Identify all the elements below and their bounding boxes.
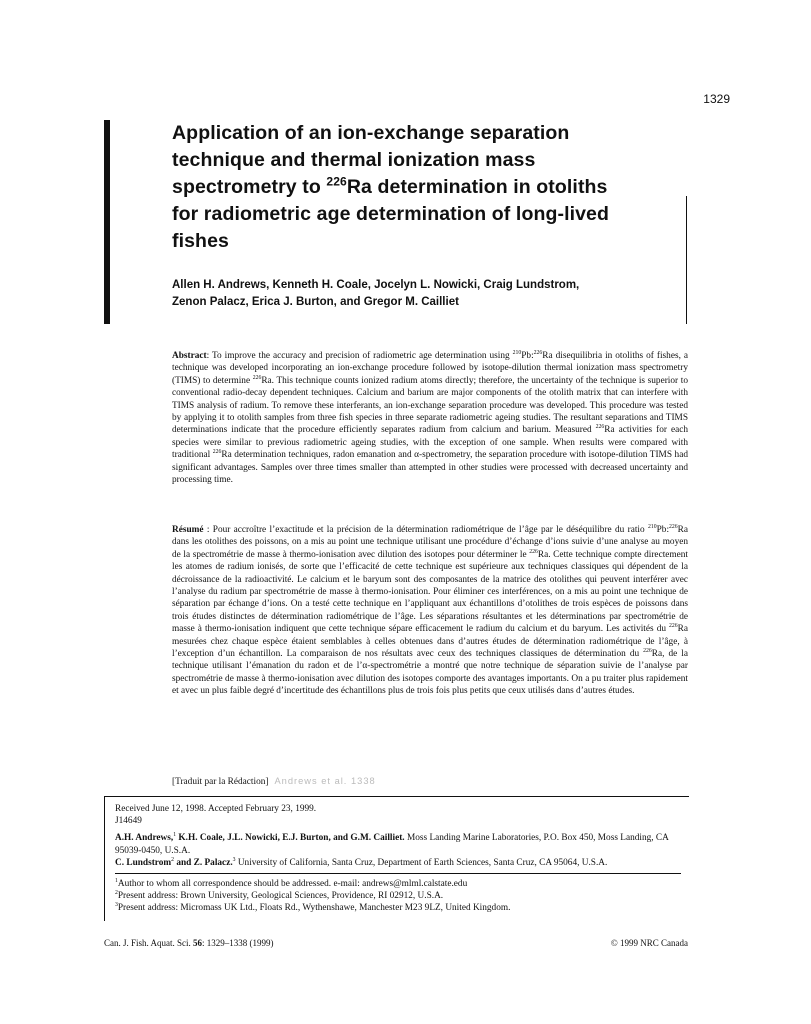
affiliation (115, 857, 681, 869)
resume-label: Résumé (172, 525, 204, 535)
isotope-superscript: 226 (533, 349, 543, 356)
resume-text: Ra mesurées chez chaque espèce étaient semblables à celles obtenues dans d’autres études de détermination radiométrique de l’âge, à l’exception d’un échantillon. La comparaison de nos résultats avec ceux des techniques classiques de détermination du (172, 624, 688, 660)
affiliation-names: K.H. Coale, J.L. Nowicki, E.J. Burton, and G.M. Cailliet. (176, 833, 405, 844)
footnote (115, 878, 681, 890)
abstract-text: Pb: (521, 351, 534, 361)
isotope-superscript: 210 (648, 523, 657, 530)
copyright: © 1999 NRC Canada (610, 938, 688, 948)
abstract-text: Ra determination techniques, radon emanation and α-spectrometry, the separation procedure with isotope-dilution TIMS had significant advantages. Samples over three times smaller than attempted in other studies were processed with decreased uncertainty and processing time. (172, 450, 688, 486)
isotope-superscript: 210 (512, 349, 522, 356)
received-dates: Received June 12, 1998. Accepted February 23, 1999. (115, 804, 317, 814)
abstract-label: Abstract (172, 351, 207, 361)
abstract-text: Ra disequilibria in otoliths of fishes, a technique was developed incorporating an ion-exchange procedure followed by isotope-dilution thermal ionization mass spectrometry (TIMS) to determine (172, 351, 689, 386)
isotope-superscript: 226 (529, 548, 538, 555)
affiliation-text: Moss Landing Marine Laboratories, P.O. Box 450, Moss Landing, CA 95039-0450, U.S.A. (115, 833, 669, 856)
article-info-content (115, 803, 681, 915)
affiliation-names: C. Lundstrom (115, 857, 172, 868)
affiliation-names: A.H. Andrews, (115, 833, 174, 844)
isotope-superscript: 226 (643, 647, 652, 654)
footnote (115, 902, 681, 914)
affiliation-text: University of California, Santa Cruz, Department of Earth Sciences, Santa Cruz, CA 95064, U.S.A. (235, 857, 608, 868)
footnote-marker: 1 (173, 832, 177, 839)
isotope-superscript: 226 (212, 449, 222, 456)
isotope-superscript: 226 (252, 374, 262, 381)
title-line: for radiometric age determination of long-lived (172, 203, 610, 225)
resume (172, 524, 688, 698)
title-text: spectrometry to (172, 176, 327, 198)
abstract (172, 350, 688, 486)
footnote-text: Present address: Brown University, Geological Sciences, Providence, RI 02912, U.S.A. (117, 891, 444, 902)
abstract-text: Ra. This technique counts ionized radium atoms directly; therefore, the uncertainty of the technique is superior to conventional radio-decay dependent techniques. Calcium and barium are major components of the otolith matrix that can interfere with TIMS analysis of radium. To remove these interferants, an ion-exchange separation procedure was developed. This procedure was tested by applying it to otolith samples from three fish species in three separate radiometric ageing studies. The resultant separations and TIMS determinations indicate that the procedure efficiently separates radium from calcium and barium. Measured (172, 375, 688, 436)
author-line: Zenon Palacz, Erica J. Burton, and Gregor M. Cailliet (172, 296, 459, 308)
translation-note-text: [Traduit par la Rédaction] (172, 777, 269, 787)
title-line: Application of an ion-exchange separation (172, 122, 570, 144)
resume-text: Ra dans les otolithes des poissons, on a mis au point une technique utilisant une procédure d’échange d’ions suivie d’une analyse au moyen de la spectrométrie de masse à thermo-ionisation avec dilution des isotopes pour déterminer le (172, 525, 688, 560)
running-reference: Andrews et al. 1338 (274, 776, 376, 786)
title-text: Ra determination in otoliths (346, 176, 608, 198)
footnote-marker: 2 (115, 890, 118, 897)
footnote-marker: 3 (115, 902, 118, 909)
resume-text: Ra, de la technique utilisant l’émanation du radon et de l’α-spectrométrie a montré que notre technique de séparation suivie de l’analyse par spectrométrie de masse à thermo-ionisation avec dilution des isotopes comporte des avantages importants. On a pu traiter plus rapidement et avec un plus faible degré d’incertitude des échantillons plus de trois fois plus petits que ceux utilisés dans d’autres études. (172, 649, 688, 697)
footnote-marker: 1 (115, 877, 118, 884)
footnote (115, 890, 681, 902)
journal-name: Can. J. Fish. Aquat. Sci. (104, 938, 194, 948)
journal-citation (104, 938, 274, 948)
journal-volume: 56 (193, 938, 203, 948)
title-line (172, 174, 692, 201)
affiliation-names: and Z. Palacz. (174, 857, 233, 868)
author-list (172, 277, 692, 311)
title-line: fishes (172, 230, 229, 252)
article-info-box (104, 796, 689, 921)
resume-text: Pb: (656, 525, 670, 535)
resume-text: : Pour accroître l’exactitude et la précision de la détermination radiométrique de l’âge par le déséquilibre du ratio (203, 525, 649, 535)
journal-pages: : 1329–1338 (1999) (202, 938, 274, 948)
footnote-marker: 2 (171, 856, 175, 863)
isotope-superscript: 226 (595, 424, 605, 431)
translation-note (172, 776, 376, 787)
manuscript-code: J14649 (115, 816, 142, 827)
footnote-marker: 3 (232, 856, 236, 863)
isotope-superscript: 226 (669, 523, 678, 530)
article-title (172, 120, 692, 255)
page-number: 1329 (703, 92, 730, 106)
author-line: Allen H. Andrews, Kenneth H. Coale, Jocelyn L. Nowicki, Craig Lundstrom, (172, 279, 580, 291)
footnote-divider (115, 873, 681, 874)
footnote-text: Author to whom all correspondence should be addressed. e-mail: andrews@mlml.calstate.edu (117, 879, 468, 890)
title-line: technique and thermal ionization mass (172, 149, 536, 171)
footnote-text: Present address: Micromass UK Ltd., Floats Rd., Wythenshawe, Manchester M23 9LZ, United Kingdom. (117, 903, 511, 914)
abstract-text: : To improve the accuracy and precision of radiometric age determination using (206, 351, 513, 361)
title-block (172, 120, 692, 311)
title-rule-left (104, 120, 110, 324)
resume-text: Ra. Cette technique compte directement les atomes de radium ionisés, de sorte que l’efficacité de cette technique est supérieure aux techniques classiques qui dépendent de la décroissance de la radioactivité. Le calcium et le baryum sont des composantes de la matrice des otolithes qui peuvent interférer avec l’analyse du radium par spectrométrie de masse à thermo-ionisation. Pour éliminer ces interférences, on a mis au point une technique de séparation par échange d’ions. On a testé cette technique en l’appliquant aux échantillons d’otolithes de trois espèces de poissons dans trois études distinctes de détermination radiométrique de l’âge. Les séparations résultantes et les déterminations par spectrométrie de masse à thermo-ionisation indiquent que cette technique sépare efficacement le radium du calcium et du baryum. Les activités du (172, 549, 688, 635)
isotope-superscript: 226 (326, 174, 347, 189)
abstract-text: Ra activities for each species were similar to previous radiometric ageing studies, with the exception of one sample. When results were compared with traditional (172, 425, 688, 461)
isotope-superscript: 226 (669, 623, 678, 630)
affiliation (115, 832, 681, 856)
